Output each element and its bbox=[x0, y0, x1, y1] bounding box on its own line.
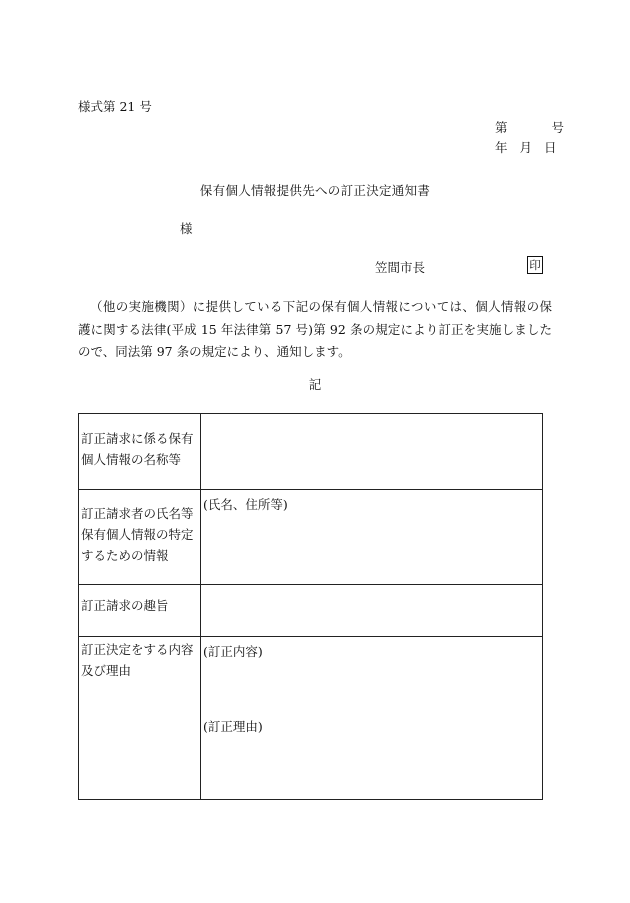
seal-mark: 印 bbox=[527, 256, 543, 274]
table-row bbox=[79, 490, 543, 585]
table-row bbox=[79, 414, 543, 490]
row-value bbox=[201, 414, 543, 490]
issue-date bbox=[495, 138, 557, 156]
row-label: 訂正請求の趣旨 bbox=[79, 585, 201, 637]
row-label: 訂正請求者の氏名等保有個人情報の特定するための情報 bbox=[79, 490, 201, 585]
row-value: (氏名、住所等) bbox=[201, 490, 543, 585]
date-year: 年 bbox=[495, 140, 508, 155]
row-value bbox=[201, 585, 543, 637]
row-value bbox=[201, 637, 543, 800]
row-label: 訂正請求に係る保有個人情報の名称等 bbox=[79, 414, 201, 490]
correction-content-label: (訂正内容) bbox=[203, 644, 263, 659]
body-paragraph: （他の実施機関）に提供している下記の保有個人情報については、個人情報の保護に関する法律(平成 15 年法律第 57 号)第 92 条の規定により訂正を実施しましたので、同法第 97 条の規定により、通知します。 bbox=[78, 299, 552, 359]
table-row bbox=[79, 585, 543, 637]
addressee-suffix: 様 bbox=[180, 221, 193, 236]
form-number: 様式第 21 号 bbox=[78, 99, 152, 114]
correction-reason-label: (訂正理由) bbox=[203, 719, 263, 734]
date-day: 日 bbox=[544, 140, 557, 155]
document-number-prefix: 第 bbox=[495, 120, 508, 135]
ki-heading: 記 bbox=[308, 377, 322, 392]
date-month: 月 bbox=[519, 140, 533, 155]
document-number bbox=[495, 118, 564, 136]
document-number-suffix: 号 bbox=[551, 120, 565, 135]
record-table bbox=[78, 413, 543, 800]
document-title: 保有個人情報提供先への訂正決定通知書 bbox=[199, 183, 431, 198]
row-label: 訂正決定をする内容及び理由 bbox=[79, 637, 201, 800]
table-row bbox=[79, 637, 543, 800]
sender-name: 笠間市長 bbox=[375, 260, 426, 275]
